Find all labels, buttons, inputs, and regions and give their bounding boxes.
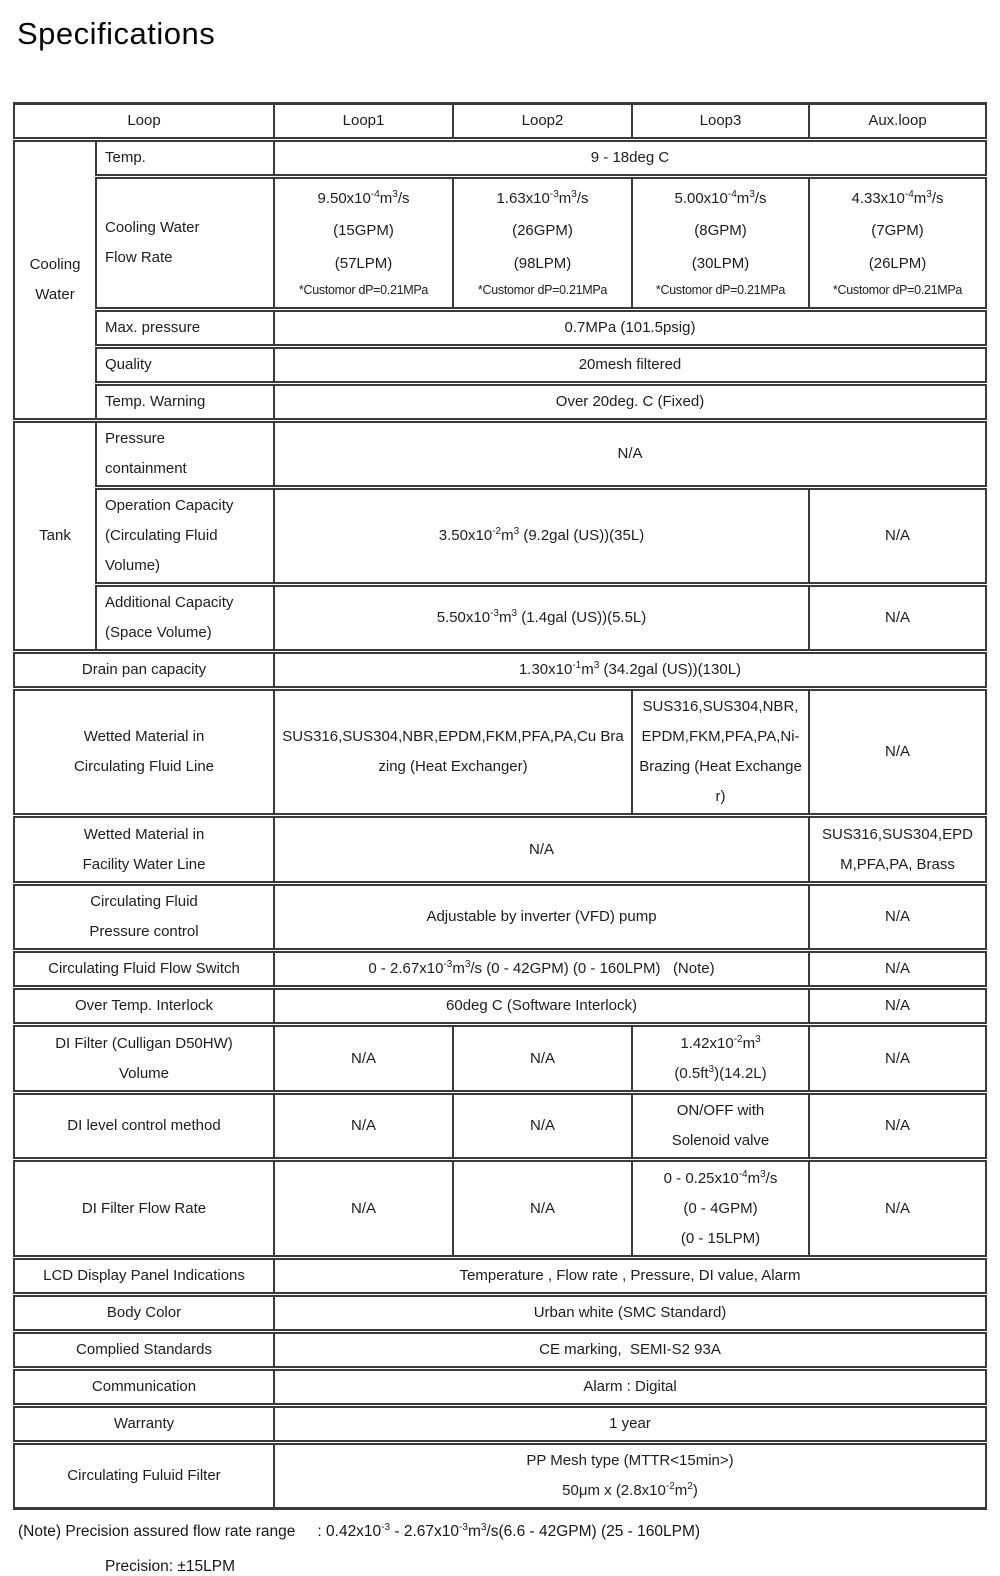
flow-loop2-main: $1.63x10^{-3}m^3/s$ (26GPM) (98LPM) [496,189,589,272]
flow-aux-note: *Customor dP=0.21MPa [832,282,963,297]
label-flow-switch: Circulating Fluid Flow Switch [14,951,274,988]
value-operation-capacity: $3.50x10^{-2}m^3$ (9.2gal (US))(35L) [274,488,809,585]
value-di-filter-flow-loop1: N/A [274,1160,453,1258]
row-body-color [14,1295,986,1332]
header-loop3: Loop3 [632,104,809,140]
value-over-temp-interlock: 60deg C (Software Interlock) [274,988,809,1025]
value-di-filter-volume-aux: N/A [809,1025,986,1093]
row-di-level-control [14,1093,986,1160]
value-body-color: Urban white (SMC Standard) [274,1295,986,1332]
row-wetted-circulating [14,689,986,816]
value-wetted-circulating-aux: N/A [809,689,986,816]
value-wetted-circulating-loop3: SUS316,SUS304,NBR,EPDM,FKM,PFA,PA,Ni-Brazing (Heat Exchanger) [632,689,809,816]
group-tank: Tank [14,421,96,652]
row-pressure-control [14,884,986,951]
value-drain-pan: $1.30x10^{-1}m^3$ (34.2gal (US))(130L) [274,652,986,689]
row-drain-pan [14,652,986,689]
footnote-label: (Note) Precision assured flow rate range [18,1523,296,1540]
value-di-filter-flow-loop2: N/A [453,1160,632,1258]
row-lcd-display [14,1258,986,1295]
label-max-pressure: Max. pressure [96,310,274,347]
value-flow-loop2 [453,177,632,310]
value-temp-warning: Over 20deg. C (Fixed) [274,384,986,421]
row-cooling-flow-rate [14,177,986,310]
value-di-filter-flow-loop3: $0 - 0.25x10^{-4}m^3/s$ (0 - 4GPM) (0 - 15LPM) [632,1160,809,1258]
header-loop2: Loop2 [453,104,632,140]
label-wetted-circulating: Wetted Material in Circulating Fluid Line [14,689,274,816]
value-flow-loop3 [632,177,809,310]
value-di-level-control-aux: N/A [809,1093,986,1160]
header-loop1: Loop1 [274,104,453,140]
value-di-filter-volume-loop1: N/A [274,1025,453,1093]
value-additional-capacity-aux: N/A [809,585,986,652]
footnote [18,1523,1000,1541]
row-operation-capacity [14,488,986,585]
value-complied-standards: CE marking, SEMI-S2 93A [274,1332,986,1369]
row-max-pressure [14,310,986,347]
row-over-temp-interlock [14,988,986,1025]
row-warranty [14,1406,986,1443]
value-di-level-control-loop3: ON/OFF with Solenoid valve [632,1093,809,1160]
value-di-level-control-loop2: N/A [453,1093,632,1160]
value-additional-capacity: $5.50x10^{-3}m^3$ (1.4gal (US))(5.5L) [274,585,809,652]
value-operation-capacity-aux: N/A [809,488,986,585]
value-di-filter-flow-aux: N/A [809,1160,986,1258]
header-aux-loop: Aux.loop [809,104,986,140]
flow-loop3-main: $5.00x10^{-4}m^3/s$ (8GPM) (30LPM) [674,189,767,272]
value-wetted-facility-aux: SUS316,SUS304,EPDM,PFA,PA, Brass [809,816,986,884]
label-temp: Temp. [96,140,274,177]
value-fluid-filter: PP Mesh type (MTTR<15min>) 50μm x $(2.8x10^{-2}m^2)$ [274,1443,986,1509]
value-pressure-control-aux: N/A [809,884,986,951]
label-wetted-facility: Wetted Material in Facility Water Line [14,816,274,884]
header-row [14,104,986,140]
value-over-temp-interlock-aux: N/A [809,988,986,1025]
label-di-level-control: DI level control method [14,1093,274,1160]
page-title: Specifications [17,16,216,51]
label-additional-capacity: Additional Capacity (Space Volume) [96,585,274,652]
group-cooling-water: Cooling Water [14,140,96,421]
row-communication [14,1369,986,1406]
label-cooling-flow-rate: Cooling Water Flow Rate [96,177,274,310]
value-temp: 9 - 18deg C [274,140,986,177]
value-flow-switch-aux: N/A [809,951,986,988]
value-flow-aux [809,177,986,310]
label-quality: Quality [96,347,274,384]
label-pressure-containment: Pressure containment [96,421,274,488]
value-di-filter-volume-loop2: N/A [453,1025,632,1093]
value-warranty: 1 year [274,1406,986,1443]
row-quality [14,347,986,384]
row-complied-standards [14,1332,986,1369]
row-wetted-facility [14,816,986,884]
value-flow-loop1 [274,177,453,310]
label-over-temp-interlock: Over Temp. Interlock [14,988,274,1025]
label-lcd-display: LCD Display Panel Indications [14,1258,274,1295]
row-di-filter-volume [14,1025,986,1093]
row-pressure-containment [14,421,986,488]
row-fluid-filter [14,1443,986,1509]
label-di-filter-volume: DI Filter (Culligan D50HW) Volume [14,1025,274,1093]
value-wetted-circulating-loop12: SUS316,SUS304,NBR,EPDM,FKM,PFA,PA,Cu Brazing (Heat Exchanger) [274,689,632,816]
footnote-value: : $0.42x10^{-3} - 2.67x10^{-3}m^3/s(6.6 - 42GPM)$ (25 - 160LPM) [317,1521,701,1540]
label-pressure-control: Circulating Fluid Pressure control [14,884,274,951]
value-flow-switch: $0 - 2.67x10^{-3}m^3/s$ (0 - 42GPM) (0 - 160LPM) (Note) [274,951,809,988]
value-pressure-containment: N/A [274,421,986,488]
header-loop: Loop [14,104,274,140]
label-warranty: Warranty [14,1406,274,1443]
label-communication: Communication [14,1369,274,1406]
value-di-filter-volume-loop3: $1.42x10^{-2}m^3$ $(0.5ft^3)(14.2L)$ [632,1025,809,1093]
label-temp-warning: Temp. Warning [96,384,274,421]
row-temp-warning [14,384,986,421]
row-flow-switch [14,951,986,988]
value-lcd-display: Temperature , Flow rate , Pressure, DI value, Alarm [274,1258,986,1295]
row-cooling-temp [14,140,986,177]
flow-loop2-note: *Customor dP=0.21MPa [477,282,608,297]
flow-aux-main: $4.33x10^{-4}m^3/s$ (7GPM) (26LPM) [851,189,944,272]
value-wetted-facility: N/A [274,816,809,884]
value-pressure-control: Adjustable by inverter (VFD) pump [274,884,809,951]
flow-loop1-note: *Customor dP=0.21MPa [298,282,429,297]
value-quality: 20mesh filtered [274,347,986,384]
label-complied-standards: Complied Standards [14,1332,274,1369]
label-drain-pan: Drain pan capacity [14,652,274,689]
specifications-table [13,102,987,1510]
value-communication: Alarm : Digital [274,1369,986,1406]
row-additional-capacity [14,585,986,652]
row-di-filter-flow [14,1160,986,1258]
flow-loop1-main: $9.50x10^{-4}m^3/s$ (15GPM) (57LPM) [317,189,410,272]
label-body-color: Body Color [14,1295,274,1332]
label-fluid-filter: Circulating Fuluid Filter [14,1443,274,1509]
label-operation-capacity: Operation Capacity (Circulating Fluid Volume) [96,488,274,585]
flow-loop3-note: *Customor dP=0.21MPa [655,282,786,297]
value-max-pressure: 0.7MPa (101.5psig) [274,310,986,347]
label-di-filter-flow: DI Filter Flow Rate [14,1160,274,1258]
footnote-precision: Precision: ±15LPM [105,1558,235,1575]
value-di-level-control-loop1: N/A [274,1093,453,1160]
